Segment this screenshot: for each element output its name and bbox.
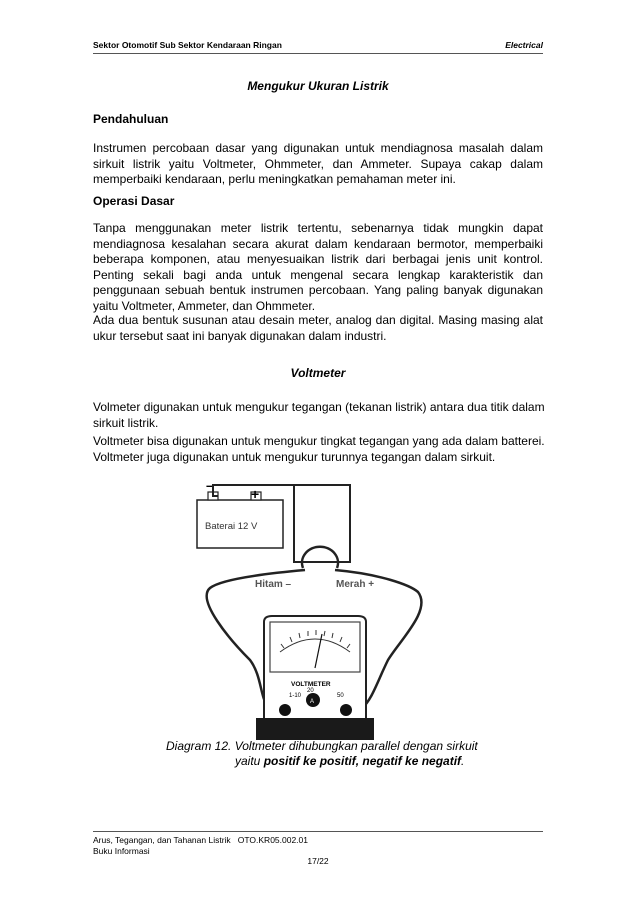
caption-suffix: .: [461, 754, 465, 768]
page-title: Mengukur Ukuran Listrik: [247, 79, 389, 93]
footer-line2: Buku Informasi: [93, 846, 150, 856]
caption-bold: positif ke positif, negatif ke negatif: [263, 754, 462, 768]
heading-operasi-dasar: Operasi Dasar: [93, 194, 175, 208]
range-20: 20: [307, 688, 314, 694]
text-line: Instrumen percobaan dasar yang digunakan untuk mendiagnosa masalah dalam: [93, 141, 543, 155]
battery-label: Baterai 12 V: [205, 521, 258, 532]
footer-rule: [93, 831, 543, 832]
text-line: Ada dua bentuk susunan atau desain meter, analog dan digital. Masing masing alat: [93, 313, 543, 327]
text-line: memperbaiki kendaraan, perlu meningkatkan pemahaman meter ini.: [93, 172, 456, 187]
text-line: sirkuit listrik yaitu Voltmeter, Ohmmeter, dan Ammeter. Supaya cakap dalam: [93, 156, 543, 171]
red-lead-label: Merah +: [336, 579, 375, 590]
page-number: 17/22: [307, 856, 329, 866]
meter-base: [256, 718, 374, 740]
heading-voltmeter: Voltmeter: [290, 366, 346, 380]
meter-label: VOLTMETER: [291, 681, 331, 688]
text-line: yaitu Voltmeter, Ammeter, dan Ohmmeter.: [93, 298, 316, 313]
running-header-right: Electrical: [505, 40, 543, 50]
text-line: Voltmeter juga digunakan untuk mengukur turunnya tegangan dalam sirkuit.: [93, 449, 496, 464]
text-line: beberapa komponen, atau menyesuaikan listrik dari berbagai jenis unit kontrol.: [93, 252, 543, 267]
caption-prefix: yaitu: [235, 754, 264, 768]
range-1-10: 1-10: [289, 693, 302, 699]
figure-caption-line1: Diagram 12. Voltmeter dihubungkan parallel dengan sirkuit: [166, 739, 478, 753]
text-line: Penting sekali bagi anda untuk mengenal secara lengkap karakteristik dan: [93, 267, 543, 282]
text-line: sirkuit listrik.: [93, 415, 159, 430]
range-50: 50: [337, 693, 344, 699]
text-line: penggunaan sebuah bentuk instrumen percobaan. Yang paling banyak digunakan: [93, 283, 543, 298]
black-lead-label: Hitam –: [255, 579, 292, 590]
text-line: ukur tersebut saat ini banyak digunakan dalam industri.: [93, 328, 387, 343]
text-line: Voltmeter bisa digunakan untuk mengukur tingkat tegangan yang ada dalam batterei.: [93, 434, 545, 448]
heading-pendahuluan: Pendahuluan: [93, 112, 169, 126]
text-line: Tanpa menggunakan meter listrik tertentu, sebenarnya tidak mungkin dapat: [93, 221, 543, 235]
figure-caption-line2: [235, 754, 464, 768]
probe-jack-red: [340, 704, 352, 716]
circuit-load: [302, 547, 338, 568]
text-line: mendiagnosa kesalahan secara akurat dalam kendaraan bermotor, memperbaiki: [93, 236, 543, 251]
footer-line1: Arus, Tegangan, dan Tahanan Listrik OTO.KR05.002.01: [93, 835, 309, 845]
jack-label: A: [310, 699, 315, 705]
minus-sign: –: [206, 477, 214, 493]
text-line: Volmeter digunakan untuk mengukur tegangan (tekanan listrik) antara dua titik dalam: [93, 400, 545, 414]
plus-sign: +: [251, 486, 260, 502]
running-header-left: Sektor Otomotif Sub Sektor Kendaraan Ringan: [93, 40, 282, 50]
probe-jack-black: [279, 704, 291, 716]
